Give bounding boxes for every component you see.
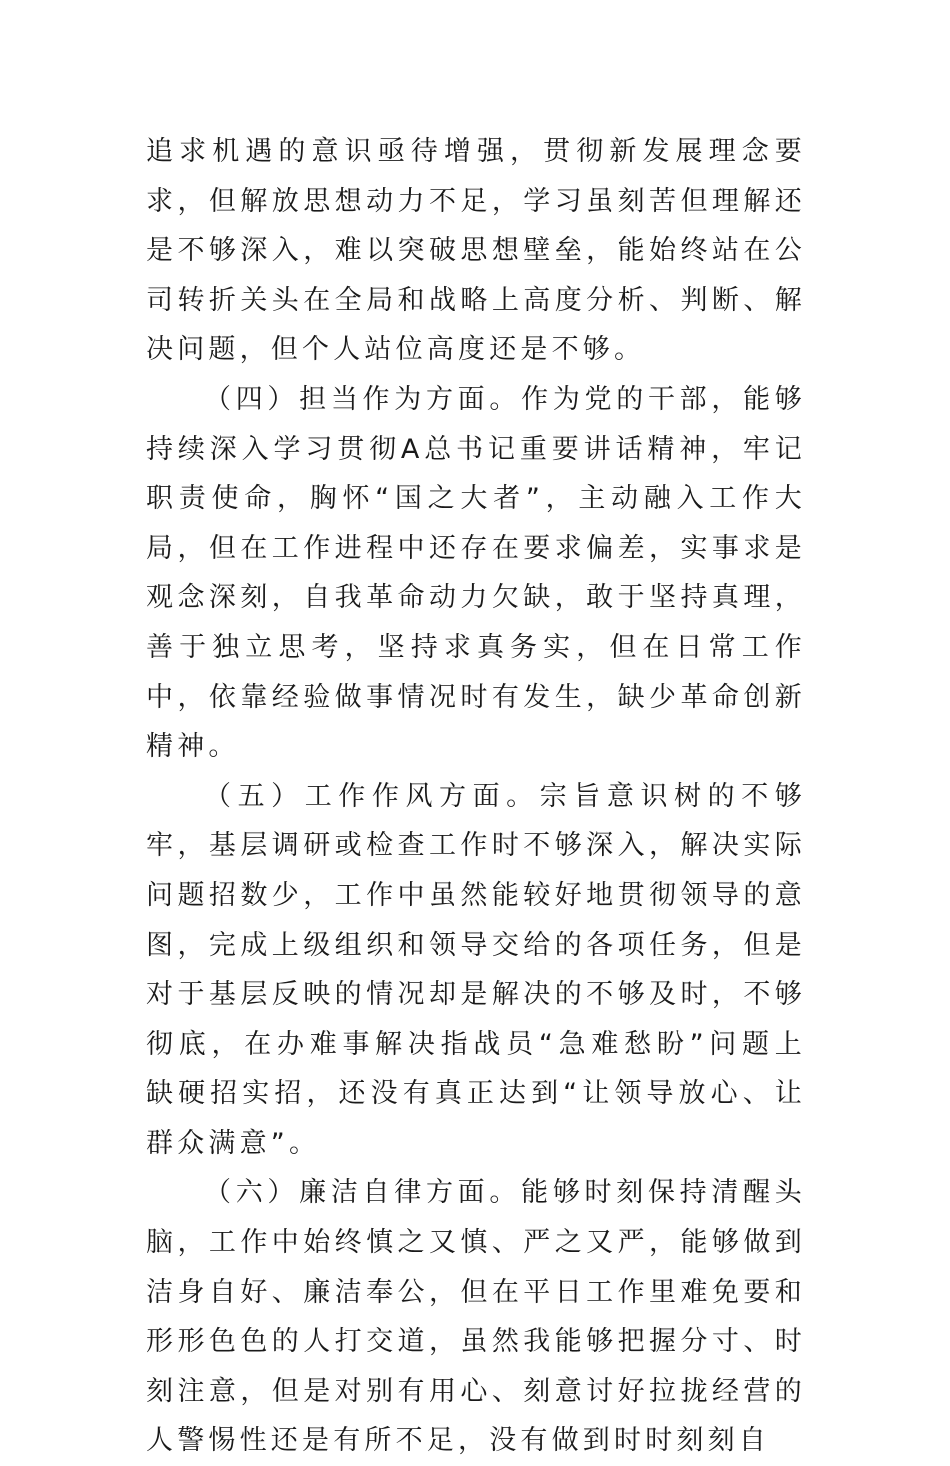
paragraph-work-style: （五）工作作风方面。宗旨意识树的不够牢，基层调研或检查工作时不够深入，解决实际问题招数少，工作中虽然能较好地贯彻领导的意图，完成上级组织和领导交给的各项任务，但是对于基层反映的情况却是解决的不够及时，不够彻底，在办难事解决指战员“急难愁盼”问题上缺硬招实招，还没有真正达到“让领导放心、让群众满意”。	[146, 780, 806, 1159]
paragraph-responsibility: （四）担当作为方面。作为党的干部，能够持续深入学习贯彻A总书记重要讲话精神，牢记职责使命，胸怀“国之大者”，主动融入工作大局，但在工作进程中还存在要求偏差，实事求是观念深刻，自我革命动力欠缺，敢于坚持真理，善于独立思考，坚持求真务实，但在日常工作中，依靠经验做事情况时有发生，缺少革命创新精神。	[146, 383, 806, 763]
paragraph-continuation: 追求机遇的意识亟待增强，贯彻新发展理念要求，但解放思想动力不足，学习虽刻苦但理解还是不够深入，难以突破思想壁垒，能始终站在公司转折关头在全局和战略上高度分析、判断、解决问题，但个人站位高度还是不够。	[146, 136, 806, 366]
paragraph-integrity: （六）廉洁自律方面。能够时刻保持清醒头脑，工作中始终慎之又慎、严之又严，能够做到洁身自好、廉洁奉公，但在平日工作里难免要和形形色色的人打交道，虽然我能够把握分寸、时刻注意，但是对别有用心、刻意讨好拉拢经营的人警惕性还是有所不足，没有做到时时刻刻自	[146, 1177, 806, 1457]
document-body	[146, 127, 806, 1466]
